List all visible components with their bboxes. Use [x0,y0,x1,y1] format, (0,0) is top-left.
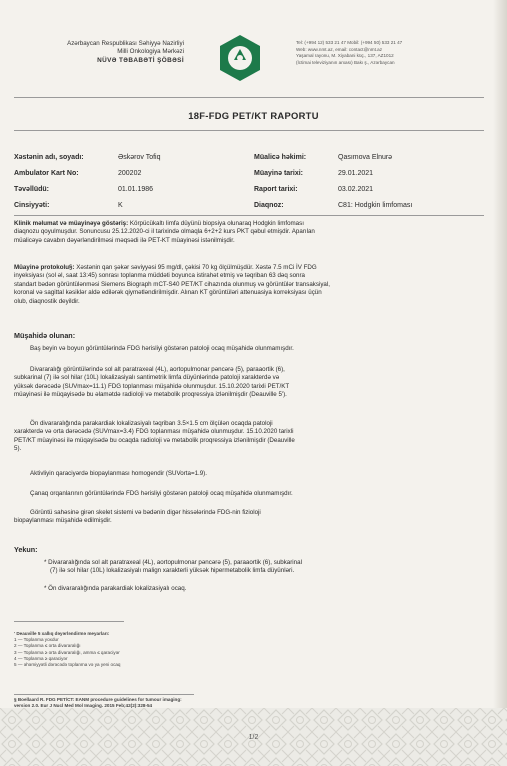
conclusion-item [44,559,480,576]
contact-address: Yaşamal rayonu, M. Xiyabani küç., 137, AZ1012 [296,53,394,59]
dob-value: 01.01.1986 [118,186,154,193]
doctor-name: Qasımova Elnurə [338,154,393,161]
reference-line: version 2.0. Eur J Nucl Med Mol Imaging. 2015 Feb;42(2):328-54 [14,703,153,709]
findings-paragraph [14,509,480,526]
card-number: 200202 [118,170,142,177]
protocol-line: Xəstənin qan şəkər səviyyəsi 95 mg/dl, çəkisi 70 kg ölçülmüşdür. Xəstə 7.5 mCi İV FDG [76,264,317,271]
protocol-line: standart bədən görüntülənməsi Siemens Biograph mCT-S40 PET/KT cihazında olunmuş və görüntülər transaksiyal, [14,280,330,288]
findings-paragraph [30,345,480,353]
findings-line: Çanaq orqanlarının görüntülərində FDG hərisliyi göstərən patoloji ocaq müşahidə olunmamışdır. [30,490,293,497]
contact-phone: Tel: (+994 12) 533 21 47 Mobil: (+994 50) 533 21 47 [296,40,403,45]
findings-line: Aktivliyin qaraciyərdə biopaylanması homogendir (SUVorta=1.9). [30,470,207,477]
clinical-info [14,220,480,245]
report-title: 18F-FDG PET/KT RAPORTU [188,110,319,121]
findings-line: Divararalığı görüntülərində sol alt paratraxeal (4L), aortopulmonar pəncərə (5), paraaortik (6), [30,366,285,373]
deauville-item: 1 — Toplanma yoxdur [14,637,59,643]
findings-line: biopaylanması müşahidə edilmişdir. [14,517,112,525]
patient-name: Əskərov Tofiq [118,154,161,161]
report-date-label: Raport tarixi: [254,186,298,193]
findings-line: xarakterdə və orta dərəcədə (SUVmax=3.4) FDG toplanması müşahidə olunmuşdur. 15.10.2020 tarixli [14,428,294,436]
reference-divider [14,694,194,695]
protocol-line: inyeksiyası (sol əl, saat 13:45) sonrası toplanma müddəti boyunca istirahət etmiş və təqriban 63 dəq sonra [14,272,305,280]
conclusion-heading: Yekun: [14,545,38,554]
findings-line: PET/KT müayinəsi ilə müqayisədə bu ocaqda radioloji və metabolik proqressiya izlənilmişdir (Deauville [14,436,295,444]
findings-line: subkarinal (7) ilə sol hilar (10L) lokalizasiyalı santimetrik limfa düyünlərində patoloji xarakterdə və [14,374,280,382]
protocol-line: koronal və sagittal kəsiklər aldə edilərək qiymətləndirilmişdir. Alınan KT görüntüləri attenuasiya korreksiyası üçün [14,289,322,297]
name-label: Xəstənin adı, soyadı: [14,154,84,161]
sex-label: Cinsiyyəti: [14,202,50,209]
protocol-info [14,264,480,306]
reference-line: § Boellaard R. FDG PET/CT: EANM procedure guidelines for tumour imaging: [14,697,182,702]
conclusion-item [44,585,480,593]
findings-paragraph [14,366,480,400]
findings-paragraph [14,420,480,454]
conclusion-line: * Divararalığında sol alt paratraxeal (4L), aortopulmonar pəncərə (5), paraaortik (6), subkarinal [44,559,302,566]
deauville-item: 2 — Toplanma ≤ orta divararalığı [14,643,81,649]
deauville-item: 3 — Toplanma ≥ orta divararalığı, amma ≤ qaraciyər [14,649,120,655]
clinical-line: diaqnozu qoyulmuşdur. Sonuncusu 25.12.2020-ci il tarixində olmaqla 6+2+2 kurs PKT qəbul etmişdir. Aparılan [14,228,315,236]
title-divider [14,130,484,131]
header-divider [14,97,484,98]
contact-web: Web: www.nmt.az, email: contact@nmt.az [296,46,383,52]
card-label: Ambulator Kart No: [14,170,79,177]
findings-line: Baş beyin və boyun görüntülərində FDG hərisliyi göstərən patoloji ocaq müşahidə olunmamışdır. [30,345,294,352]
findings-line: yüksək dərəcədə (SUVmax=11.1) FDG toplanması müşahidə olunmuşdur. 15.10.2020 tarixli PET/KT [14,382,290,390]
findings-line: 5). [14,445,22,453]
center-logo-icon [215,33,265,83]
doctor-label: Müalicə həkimi: [254,154,307,161]
report-date: 03.02.2021 [338,186,374,193]
clinical-line: Körpücükaltı limfa düyünü biopsiya olunaraq Hodgkin limfoması [129,220,304,227]
page-number: 1/2 [248,734,259,741]
clinical-label: Klinik məlumat və müayinəyə göstəriş: [14,220,129,227]
findings-line: müayinəsi ilə müqayisədə bu əlamətdə radioloji və metabolik proqressiya izlənilmişdir (Deauville 5'). [14,391,287,399]
findings-paragraph [30,490,480,498]
center-name: Milli Onkologiya Mərkəzi [117,48,184,56]
dob-label: Təvəllüdü: [14,186,50,193]
protocol-label: Müayinə protokolu§: [14,264,75,271]
contact-header [296,40,476,66]
findings-paragraph [30,470,480,478]
diagnosis-value: C81: Hodgkin limfoması [338,202,413,209]
findings-line: Görüntü sahəsinə girən skelet sistemi və bədənin digər hissələrində FDG-nin fizioloji [30,509,261,516]
deauville-footnote [14,631,120,668]
contact-address-2: (İctimai televiziyanın arxası) Bakı ş., Azərbaycan [296,59,395,65]
exam-date-label: Müayinə tarixi: [254,170,304,177]
exam-date: 29.01.2021 [338,170,374,177]
sex-value: K [118,202,123,209]
diagnosis-label: Diaqnoz: [254,202,284,209]
findings-line: Ön divararalığında parakardiak lokalizasiyalı təqriban 3.5×1.5 cm ölçülən ocaqda patoloji [30,420,273,427]
deauville-item: 4 — Toplanma ≥ qaraciyər [14,655,68,661]
protocol-line: olub, diaqnostik deyildir. [14,297,80,305]
conclusion-line: * Ön divararalığında parakardiak lokalizasiyalı ocaq. [44,585,187,592]
deauville-item: 5 — əhəmiyyətli dərəcədə toplanma və ya yeni ocaq [14,662,121,668]
footnote-divider [14,621,124,622]
deauville-title: ' Deauville 5 xallıq dəyərləndirmə meyarları: [14,631,110,636]
conclusion-line: (7) ilə sol hilar (10L) lokalizasiyalı malign xarakterli yüksək hipermetabolik limfa düyünləri. [50,567,295,575]
clinical-line: müalicəyə cavabın dəyərləndirilməsi məqsədi ilə PET-KT müayinəsi istənilmişdir. [14,236,235,244]
findings-heading: Müşahidə olunan: [14,331,76,340]
institution-header [14,40,184,65]
info-divider [14,215,484,216]
department-name: NÜVƏ TƏBABƏTİ ŞÖBƏSİ [97,56,184,64]
ministry-name: Azərbaycan Respublikası Səhiyyə Nazirliyi [67,40,184,47]
